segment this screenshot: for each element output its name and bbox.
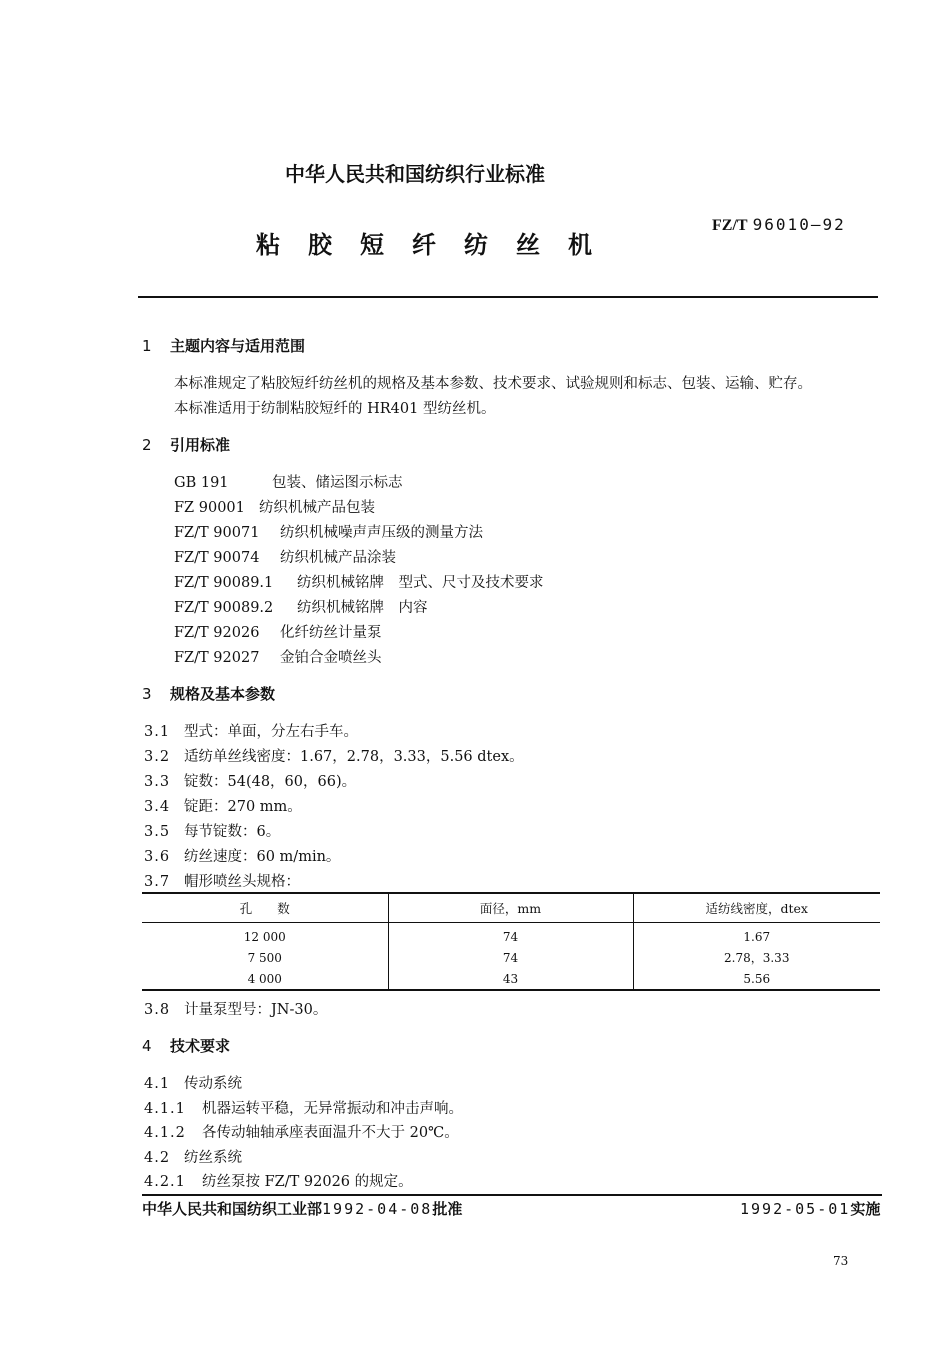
reference-name: 纺织机械噪声声压级的测量方法 — [280, 525, 483, 541]
item-text: 纺丝泵按 FZ/T 92026 的规定。 — [202, 1174, 413, 1190]
reference-name: 金铂合金喷丝头 — [280, 650, 382, 666]
item-text: 各传动轴轴承座表面温升不大于 20℃。 — [202, 1125, 459, 1141]
page-number: 73 — [833, 1254, 849, 1268]
item-number: 3.4 — [144, 799, 171, 815]
table-cell: 43 — [388, 968, 633, 990]
paragraph: 本标准规定了粘胶短纤纺丝机的规格及基本参数、技术要求、试验规则和标志、包装、运输、贮存。 — [174, 376, 812, 392]
item-number: 3.8 — [144, 1002, 171, 1018]
item-text: 适纺单丝线密度：1.67，2.78，3.33，5.56 dtex。 — [184, 749, 524, 765]
table-cell: 5.56 — [633, 968, 880, 990]
effective-line — [740, 1198, 880, 1219]
item-text: 计量泵型号：JN-30。 — [184, 1002, 328, 1018]
spec-item — [144, 720, 358, 741]
document-title: 粘胶短纤纺丝机 — [256, 231, 620, 259]
column-header: 孔 数 — [142, 893, 388, 923]
column-header: 适纺线密度，dtex — [633, 893, 880, 923]
reference-item — [174, 621, 382, 642]
reference-code: FZ/T 90071 — [174, 525, 260, 541]
table-row — [142, 968, 880, 990]
reference-item — [174, 471, 403, 492]
reference-code: FZ/T 90074 — [174, 550, 260, 566]
section-title: 技术要求 — [170, 1037, 231, 1055]
table-cell: 74 — [388, 923, 633, 948]
header-divider — [138, 296, 878, 298]
item-text: 传动系统 — [184, 1076, 242, 1092]
item-number: 3.2 — [144, 749, 171, 765]
item-text: 纺丝速度：60 m/min。 — [184, 849, 341, 865]
issuer: 中华人民共和国纺织工业部 — [142, 1200, 323, 1218]
item-number: 4.2.1 — [144, 1174, 186, 1190]
item-text: 锭数：54(48，60，66)。 — [184, 774, 357, 790]
item-number: 3.1 — [144, 724, 171, 740]
reference-code: FZ 90001 — [174, 500, 245, 516]
item-text: 每节锭数：6。 — [184, 824, 281, 840]
item-text: 型式：单面，分左右手车。 — [184, 724, 358, 740]
reference-code: FZ/T 90089.1 — [174, 575, 274, 591]
standard-code-number: 96010—92 — [752, 215, 846, 234]
section-number: 2 — [142, 436, 152, 454]
table-header-row — [142, 893, 880, 923]
table-cell: 7 500 — [247, 950, 282, 965]
reference-name: 包装、储运图示标志 — [272, 475, 403, 491]
item-text: 锭距：270 mm。 — [184, 799, 302, 815]
nozzle-spec-table — [142, 892, 880, 991]
spec-item — [144, 870, 300, 891]
footer-divider — [142, 1194, 882, 1196]
reference-item — [174, 646, 382, 667]
table-cell: 4 000 — [247, 971, 282, 986]
requirement-item — [144, 1121, 459, 1142]
reference-code: GB 191 — [174, 475, 229, 491]
reference-name: 纺织机械产品包装 — [259, 500, 375, 516]
effective-label: 实施 — [850, 1200, 881, 1218]
item-number: 3.6 — [144, 849, 171, 865]
reference-item — [174, 571, 544, 592]
item-text: 纺丝系统 — [184, 1150, 242, 1166]
effective-date: 1992-05-01 — [740, 1200, 851, 1218]
reference-name: 纺织机械铭牌 型式、尺寸及技术要求 — [297, 575, 544, 591]
section-2-heading — [142, 434, 230, 455]
requirement-item — [144, 1097, 463, 1118]
column-header: 面径，mm — [388, 893, 633, 923]
standard-code-prefix: FZ/T — [712, 217, 748, 234]
approval-line — [142, 1198, 462, 1219]
item-number: 3.5 — [144, 824, 171, 840]
table-cell: 74 — [388, 947, 633, 968]
table-row — [142, 947, 880, 968]
table-cell: 12 000 — [243, 929, 286, 944]
spec-item — [144, 820, 280, 841]
table-cell: 1.67 — [633, 923, 880, 948]
item-text: 帽形喷丝头规格： — [184, 874, 300, 890]
reference-code: FZ/T 92026 — [174, 625, 260, 641]
spec-item — [144, 745, 524, 766]
organization-header: 中华人民共和国纺织行业标准 — [285, 162, 545, 186]
spec-item — [144, 998, 327, 1019]
item-text: 机器运转平稳，无异常振动和冲击声响。 — [202, 1101, 463, 1117]
item-number: 3.3 — [144, 774, 171, 790]
requirement-item — [144, 1146, 242, 1167]
item-number: 4.1 — [144, 1076, 171, 1092]
section-3-heading — [142, 683, 275, 704]
table-cell: 2.78，3.33 — [633, 947, 880, 968]
reference-item — [174, 496, 375, 517]
section-title: 主题内容与适用范围 — [170, 337, 306, 355]
requirement-item — [144, 1072, 242, 1093]
reference-item — [174, 546, 396, 567]
section-number: 3 — [142, 685, 152, 703]
paragraph: 本标准适用于纺制粘胶短纤的 HR401 型纺丝机。 — [174, 401, 496, 417]
spec-item — [144, 845, 340, 866]
reference-code: FZ/T 90089.2 — [174, 600, 274, 616]
standard-code — [712, 215, 846, 235]
section-title: 引用标准 — [170, 436, 231, 454]
approval-label: 批准 — [432, 1200, 463, 1218]
reference-code: FZ/T 92027 — [174, 650, 260, 666]
requirement-item — [144, 1170, 413, 1191]
item-number: 4.1.1 — [144, 1101, 186, 1117]
section-4-heading — [142, 1035, 230, 1056]
table-row — [142, 923, 880, 948]
section-title: 规格及基本参数 — [170, 685, 276, 703]
item-number: 4.2 — [144, 1150, 171, 1166]
section-1-heading — [142, 335, 305, 356]
reference-name: 纺织机械产品涂装 — [280, 550, 396, 566]
reference-item — [174, 596, 428, 617]
section-number: 4 — [142, 1037, 152, 1055]
reference-name: 化纤纺丝计量泵 — [280, 625, 382, 641]
spec-item — [144, 795, 302, 816]
section-number: 1 — [142, 337, 152, 355]
reference-item — [174, 521, 483, 542]
item-number: 3.7 — [144, 874, 171, 890]
item-number: 4.1.2 — [144, 1125, 186, 1141]
spec-item — [144, 770, 356, 791]
reference-name: 纺织机械铭牌 内容 — [297, 600, 428, 616]
approval-date: 1992-04-08 — [322, 1200, 433, 1218]
